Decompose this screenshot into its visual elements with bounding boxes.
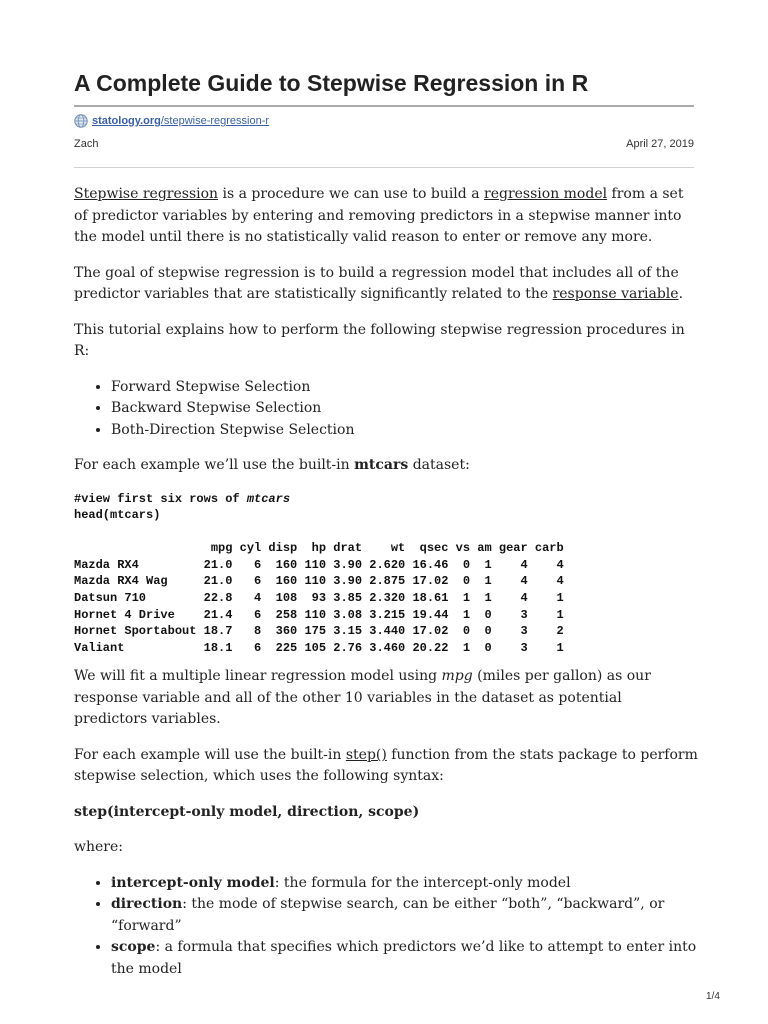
- where-label: where:: [74, 839, 123, 856]
- procedures-list: [74, 377, 698, 442]
- tutorial-paragraph: This tutorial explains how to perform the following stepwise regression procedures in R:: [74, 321, 685, 359]
- title-divider: [74, 105, 694, 107]
- code-call: head(mtcars): [74, 508, 161, 523]
- definitions-list: [74, 873, 698, 981]
- code-comment-italic: mtcars: [246, 491, 291, 506]
- list-item: • Backward Stepwise Selection: [111, 398, 698, 420]
- goal-paragraph: The goal of stepwise regression is to build a regression model that includes all of the predictor variables that are statistically significantly related to the response variable.: [74, 264, 684, 302]
- page-title: A Complete Guide to Stepwise Regression in R: [74, 70, 589, 96]
- step-function-link[interactable]: step(): [345, 746, 387, 763]
- page-number: 1/4: [706, 991, 720, 1002]
- list-item: • Both-Direction Stepwise Selection: [111, 420, 698, 442]
- syntax-line: step(intercept-only model, direction, scope): [74, 803, 420, 820]
- stepwise-regression-link[interactable]: Stepwise regression: [74, 186, 219, 202]
- definition-term: intercept-only model: [111, 874, 275, 891]
- definition-term: scope: [111, 939, 156, 956]
- article-body: [74, 184, 698, 994]
- code-comment: #view first six rows of: [74, 491, 247, 506]
- globe-icon: [74, 114, 88, 128]
- definition-term: direction: [111, 896, 183, 913]
- fit-paragraph: We will fit a multiple linear regression model using mpg (miles per gallon) as our response variable and all of the other 10 variables in the dataset as potential predictors variables.: [74, 668, 651, 728]
- source-path[interactable]: /stepwise-regression-r: [160, 115, 270, 127]
- code-block: [74, 491, 698, 657]
- mpg-variable: mpg: [441, 668, 473, 685]
- dataset-name: mtcars: [354, 457, 409, 473]
- meta-divider: [74, 167, 694, 168]
- list-item: • direction: the mode of stepwise search, can be either “both”, “backward”, or “forward”: [111, 894, 698, 937]
- publish-date: April 27, 2019: [626, 138, 694, 150]
- code-output: mpg cyl disp hp drat wt qsec vs am gear carb Mazda RX4 21.0 6 160 110 3.90 2.620 16.46 0 1 4 4 Mazda RX4 Wag 21.0 6 160 110 3.90 2.875 17.02 0 1 4 4 Datsun 710 22.8 4 108 93 3.85 2.320 18.61 1 1 4 1 Hornet 4 Drive 21.4 6 258 110 3.08 3.215 19.44 1 0 3 1 Hornet Sportabout 18.7 8 360 175 3.15 3.440 17.02 0 0 3 2 Valiant 18.1 6 225 105 2.76 3.460 20.22 1 0 3 1: [74, 541, 564, 655]
- example-intro-paragraph: For each example we’ll use the built-in mtcars dataset:: [74, 457, 470, 473]
- intro-paragraph: Stepwise regression is a procedure we can use to build a regression model from a set of predictor variables by entering and removing predictors in a stepwise manner into the model until there is no statistically valid reason to enter or remove any more.: [74, 186, 684, 245]
- list-item: • scope: a formula that specifies which predictors we’d like to attempt to enter into the model: [111, 937, 698, 980]
- response-variable-link[interactable]: response variable: [552, 286, 679, 302]
- step-paragraph: For each example will use the built-in step() function from the stats package to perform stepwise selection, which uses the following syntax:: [74, 746, 698, 785]
- regression-model-link[interactable]: regression model: [484, 186, 608, 202]
- source-link[interactable]: [74, 113, 269, 129]
- author: Zach: [74, 138, 99, 150]
- source-domain[interactable]: statology.org: [92, 115, 161, 127]
- list-item: • intercept-only model: the formula for the intercept-only model: [111, 873, 698, 895]
- list-item: • Forward Stepwise Selection: [111, 377, 698, 399]
- article-meta: [74, 138, 694, 150]
